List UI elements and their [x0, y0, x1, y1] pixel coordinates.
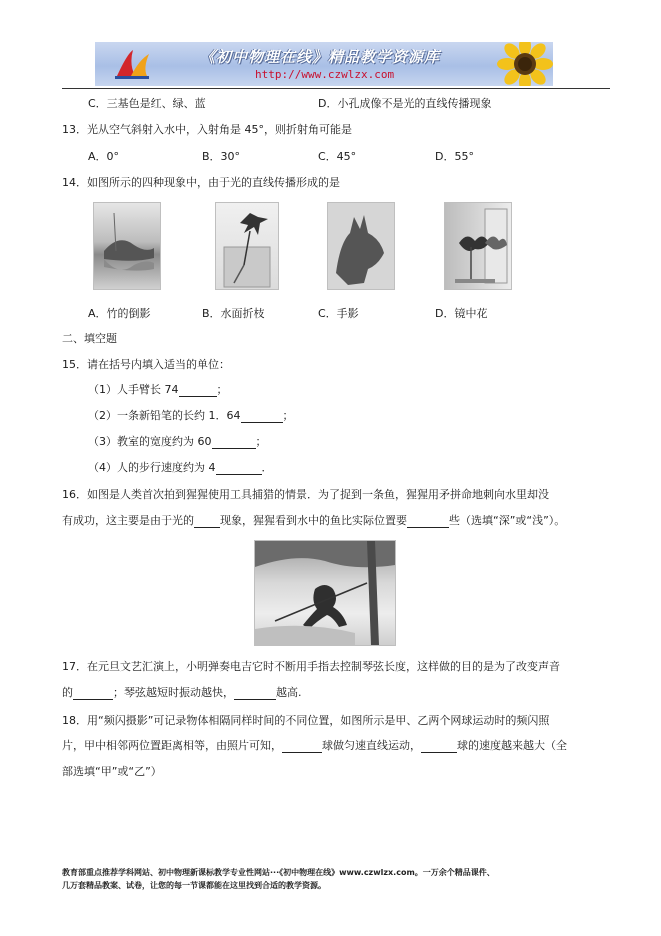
q16-line-1: 16．如图是人类首次拍到猩猩使用工具捕猎的情景．为了捉到一条鱼，猩猩用矛拼命地刺向水里却没 [62, 488, 549, 501]
footer-line-2: 几万套精品教案、试卷，让您的每一节课都能在这里找到合适的教学资源。 [62, 881, 326, 890]
header-banner [95, 42, 553, 86]
bamboo-reflection-photo [93, 202, 161, 290]
q15-item-1: （1）人手臂长 74 ； [88, 383, 228, 396]
logo-icon [113, 46, 153, 82]
hand-shadow-photo [327, 202, 395, 290]
footer [62, 866, 622, 892]
q15-item-2: （2）一条新铅笔的长约 1．64 ； [88, 409, 294, 422]
answer-blank[interactable] [194, 515, 220, 528]
answer-blank[interactable] [241, 410, 283, 423]
header-url[interactable]: http://www.czwlzx.com [255, 68, 395, 81]
answer-blank[interactable] [216, 462, 262, 475]
bent-branch-photo [215, 202, 279, 290]
sunflower-image [490, 42, 553, 86]
footer-line-1: 教育部重点推荐学科网站、初中物理新课标教学专业性网站···《初中物理在线》www.czwlzx.com。一万余个精品课件、 [62, 868, 495, 877]
q14-option-c: C．手影 [318, 307, 359, 320]
q13-option-c: C．45° [318, 150, 357, 163]
answer-blank[interactable] [179, 384, 217, 397]
q14-option-a: A．竹的倒影 [88, 307, 151, 320]
q13-option-a: A．0° [88, 150, 120, 163]
answer-blank[interactable] [73, 687, 113, 700]
answer-blank[interactable] [234, 687, 276, 700]
answer-blank[interactable] [282, 740, 322, 753]
answer-blank[interactable] [407, 515, 449, 528]
q13-option-b: B．30° [202, 150, 241, 163]
q18-line-3: 部选填“甲”或“乙”） [62, 765, 162, 778]
q15-item-4: （4）人的步行速度约为 4 ． [88, 461, 273, 474]
q13-option-d: D．55° [435, 150, 474, 163]
q14-stem: 14．如图所示的四种现象中，由于光的直线传播形成的是 [62, 176, 340, 189]
q17-line-2: 的 ；琴弦越短时振动越快， 越高. [62, 686, 302, 699]
q15-stem: 15．请在括号内填入适当的单位： [62, 358, 230, 371]
q16-line-2: 有成功，这主要是由于光的 现象，猩猩看到水中的鱼比实际位置要 些（选填“深”或“浅”）。 [62, 514, 566, 527]
q12-option-d: D．小孔成像不是光的直线传播现象 [318, 97, 492, 110]
answer-blank[interactable] [421, 740, 457, 753]
q13-stem: 13．光从空气斜射入水中，入射角是 45°，则折射角可能是 [62, 123, 352, 136]
answer-blank[interactable] [212, 436, 256, 449]
flower-mirror-photo [444, 202, 512, 290]
q15-item-3: （3）教室的宽度约为 60 ； [88, 435, 267, 448]
q17-line-1: 17．在元旦文艺汇演上，小明弹奏电吉它时不断用手指去控制琴弦长度，这样做的目的是为了改变声音 [62, 660, 560, 673]
header-divider [62, 88, 610, 89]
header-title: 《初中物理在线》精品教学资源库 [200, 48, 441, 66]
q14-option-d: D．镜中花 [435, 307, 488, 320]
section-title: 二、填空题 [62, 332, 117, 345]
q14-option-b: B．水面折枝 [202, 307, 265, 320]
orangutan-spear-photo [254, 540, 396, 646]
q12-option-c: C．三基色是红、绿、蓝 [88, 97, 206, 110]
q18-line-1: 18．用“频闪摄影”可记录物体相隔同样时间的不同位置，如图所示是甲、乙两个网球运动时的频闪照 [62, 714, 550, 727]
q18-line-2: 片，甲中相邻两位置距离相等，由照片可知， 球做匀速直线运动， 球的速度越来越大（全 [62, 739, 567, 752]
